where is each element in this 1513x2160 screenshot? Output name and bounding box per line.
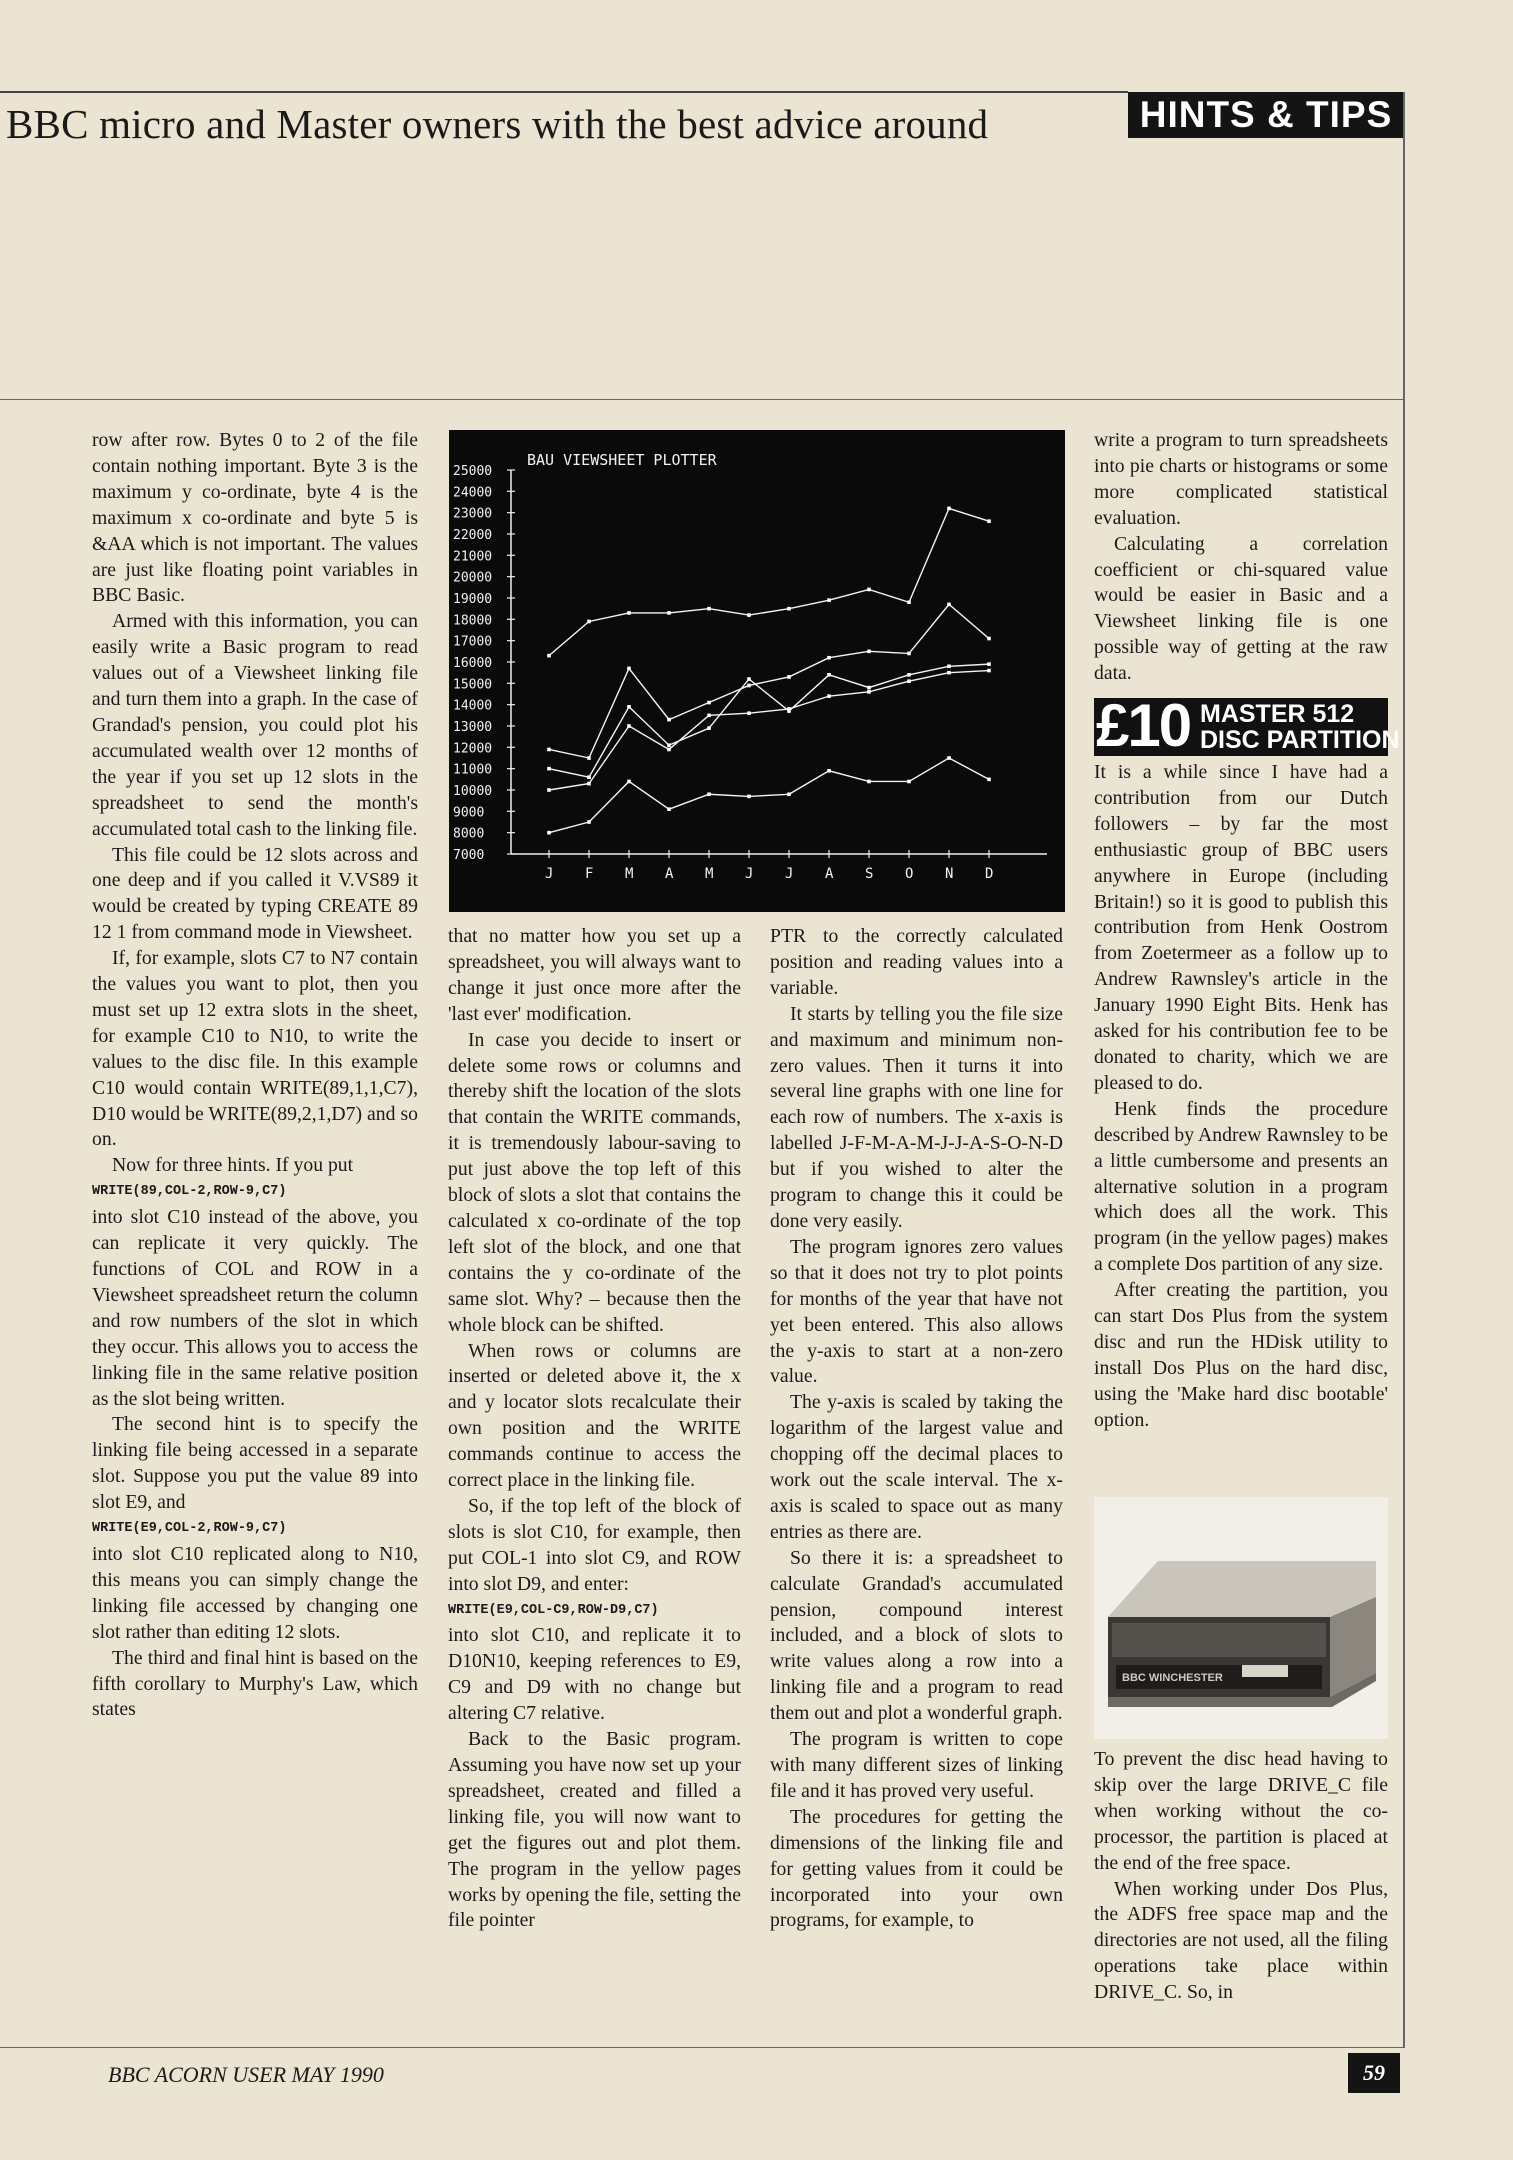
y-tick-label: 18000 bbox=[453, 613, 493, 629]
x-tick-label: J bbox=[745, 866, 754, 882]
data-point bbox=[947, 756, 951, 760]
bottom-rule bbox=[0, 2047, 1405, 2048]
paragraph: The second hint is to specify the linking file being accessed in a separate slot. Suppose you put the value 89 into slot E9, and bbox=[92, 1413, 418, 1514]
data-point bbox=[707, 607, 711, 611]
data-point bbox=[907, 600, 911, 604]
data-point bbox=[867, 686, 871, 690]
paragraph: The third and final hint is based on the fifth corollary to Murphy's Law, which states bbox=[92, 1646, 418, 1721]
chart-title: BAU VIEWSHEET PLOTTER bbox=[527, 451, 717, 469]
data-point bbox=[987, 669, 991, 673]
y-tick-label: 20000 bbox=[453, 570, 493, 586]
y-tick-label: 24000 bbox=[453, 485, 493, 501]
header-title: BBC micro and Master owners with the best advice around bbox=[6, 101, 989, 147]
data-point bbox=[667, 611, 671, 615]
x-tick-label: A bbox=[665, 866, 674, 882]
data-point bbox=[907, 679, 911, 683]
y-tick-label: 17000 bbox=[453, 634, 493, 650]
data-point bbox=[627, 780, 631, 784]
data-point bbox=[747, 795, 751, 799]
paragraph: PTR to the correctly calculated position and reading values into a variable. bbox=[770, 925, 1063, 999]
data-point bbox=[747, 613, 751, 617]
paragraph: So there it is: a spreadsheet to calculate Grandad's accumulated pension, compound interest included, and a block of slots to write values along a row into a linking file and a program to read them out and plot a wonderful graph. bbox=[770, 1546, 1063, 1725]
x-tick-label: M bbox=[625, 866, 634, 882]
x-tick-label: A bbox=[825, 866, 834, 882]
data-point bbox=[987, 778, 991, 782]
paragraph: This file could be 12 slots across and one deep and if you called it V.VS89 it would be created by typing CREATE 89 12 1 from command mode in Viewsheet. bbox=[92, 843, 418, 944]
paragraph: into slot C10, and replicate it to D10N10, keeping references to E9, C9 and D9 with no change but altering C7 relative. bbox=[448, 1624, 741, 1725]
article-column-2 bbox=[448, 924, 741, 1934]
article-column-4-top bbox=[1094, 428, 1388, 687]
x-tick-label: J bbox=[545, 866, 554, 882]
tip-title-line-2: DISC PARTITION bbox=[1200, 726, 1400, 754]
y-tick-label: 7000 bbox=[453, 848, 485, 863]
data-point bbox=[747, 711, 751, 715]
data-point bbox=[947, 507, 951, 511]
data-point bbox=[787, 607, 791, 611]
page-number: 59 bbox=[1348, 2053, 1400, 2093]
article-column-3 bbox=[770, 924, 1063, 1934]
y-tick-label: 9000 bbox=[453, 805, 485, 821]
paragraph: Now for three hints. If you put bbox=[112, 1154, 354, 1177]
series-line bbox=[549, 758, 989, 833]
x-tick-label: M bbox=[705, 866, 714, 882]
data-point bbox=[547, 748, 551, 752]
paragraph: The program is written to cope with many different sizes of linking file and it has proved very useful. bbox=[770, 1728, 1063, 1802]
paragraph: row after row. Bytes 0 to 2 of the file contain nothing important. Byte 3 is the maximum y co-ordinate, byte 4 is the maximum x co-ordinate and byte 5 is &AA which is not important. The values are just like floating point variables in BBC Basic. bbox=[92, 429, 418, 607]
data-point bbox=[907, 652, 911, 656]
paragraph: into slot C10 replicated along to N10, this means you can simply change the linking file accessed by changing one slot rather than editing 12 slots. bbox=[92, 1542, 418, 1643]
y-tick-label: 22000 bbox=[453, 528, 493, 543]
data-point bbox=[827, 656, 831, 660]
data-point bbox=[747, 684, 751, 688]
article-column-4-middle bbox=[1094, 760, 1388, 1434]
data-point bbox=[987, 637, 991, 641]
data-point bbox=[627, 705, 631, 709]
data-point bbox=[787, 792, 791, 796]
y-tick-label: 12000 bbox=[453, 741, 493, 757]
data-point bbox=[747, 677, 751, 681]
y-tick-label: 23000 bbox=[453, 506, 493, 522]
data-point bbox=[987, 662, 991, 666]
data-point bbox=[707, 714, 711, 718]
data-point bbox=[587, 782, 591, 786]
data-point bbox=[627, 667, 631, 671]
code-line: WRITE(E9,COL-2,ROW-9,C7) bbox=[92, 1521, 287, 1537]
paragraph: Calculating a correlation coefficient or chi-squared value would be easier in Basic and a Viewsheet linking file is one possible way of getting at the raw data. bbox=[1094, 532, 1388, 685]
paragraph: In case you decide to insert or delete some rows or columns and thereby shift the location of the slots that contain the WRITE commands, it is tremendously labour-saving to put just above the top left of this block of slots a slot that contains the calculated x co-ordinate of the top left slot of the block, and one that contains the y co-ordinate of the same slot. Why? – because then the whole block can be shifted. bbox=[448, 1028, 741, 1336]
footer-publication: BBC ACORN USER MAY 1990 bbox=[108, 2062, 384, 2087]
data-point bbox=[787, 675, 791, 679]
series-line bbox=[549, 508, 989, 655]
y-tick-label: 19000 bbox=[453, 592, 493, 607]
paragraph: So, if the top left of the block of slots is slot C10, for example, then put COL-1 into slot C9, and ROW into slot D9, and enter: bbox=[448, 1494, 741, 1595]
data-point bbox=[707, 792, 711, 796]
paragraph: The program ignores zero values so that it does not try to plot points for months of the year that have not yet been entered. This also allows the y-axis to start at a non-zero value. bbox=[770, 1235, 1063, 1388]
paragraph: Henk finds the procedure described by Andrew Rawnsley to be a little cumbersome and presents an alternative solution in a program which does all the work. This program (in the yellow pages) makes a complete Dos partition of any size. bbox=[1094, 1097, 1388, 1276]
data-point bbox=[987, 519, 991, 523]
data-point bbox=[587, 820, 591, 824]
data-point bbox=[827, 598, 831, 602]
data-point bbox=[827, 673, 831, 677]
right-rule bbox=[1403, 92, 1405, 2047]
data-point bbox=[547, 788, 551, 792]
paragraph: When rows or columns are inserted or deleted above it, the x and y locator slots recalculate their own position and the WRITE commands continue to access the correct place in the linking file. bbox=[448, 1339, 741, 1492]
paragraph: It is a while since I have had a contribution from our Dutch followers – by far the most enthusiastic group of BBC users anywhere in Europe (including Britain!) so it is good to publish this contribution from Henk Oostrom from Zoetermeer as a follow up to Andrew Rawnsley's article in the January 1990 Eight Bits. Henk has asked for his contribution fee to be donated to charity, which we are pleased to do. bbox=[1094, 761, 1388, 1094]
data-point bbox=[667, 807, 671, 811]
x-tick-label: S bbox=[865, 866, 874, 882]
data-point bbox=[587, 775, 591, 779]
data-point bbox=[667, 748, 671, 752]
code-line: WRITE(89,COL-2,ROW-9,C7) bbox=[92, 1184, 287, 1200]
x-tick-label: O bbox=[905, 866, 914, 882]
y-tick-label: 21000 bbox=[453, 549, 493, 565]
y-tick-label: 25000 bbox=[453, 464, 493, 479]
data-point bbox=[547, 767, 551, 771]
tip-title-line-1: MASTER 512 bbox=[1200, 700, 1355, 728]
tip-fee: £10 bbox=[1096, 692, 1191, 759]
paragraph: When working under Dos Plus, the ADFS free space map and the directories are not used, all the filing operations take place within DRIVE_C. So, in bbox=[1094, 1877, 1388, 2004]
paragraph: After creating the partition, you can start Dos Plus from the system disc and run the HDisk utility to install Dos Plus on the hard disc, using the 'Make hard disc bootable' option. bbox=[1094, 1279, 1388, 1431]
data-point bbox=[907, 673, 911, 677]
paragraph: It starts by telling you the file size and maximum and minimum non-zero values. Then it turns it into several line graphs with one line for each row of numbers. The x-axis is labelled J-F-M-A-M-J-J-A-S-O-N-D but if you wished to alter the program to change this it could be done very easily. bbox=[770, 1002, 1063, 1232]
paragraph: If, for example, slots C7 to N7 contain the values you want to plot, then you must set up 12 extra slots in the sheet, for example C10 to N10, to write the values to the disc file. In this example C10 would contain WRITE(89,1,1,C7), D10 would be WRITE(89,2,1,D7) and so on. bbox=[92, 947, 418, 1151]
data-point bbox=[867, 780, 871, 784]
hard-disc-photo bbox=[1094, 1497, 1388, 1739]
x-tick-label: F bbox=[585, 866, 594, 882]
series-line bbox=[549, 604, 989, 758]
tip-header-box bbox=[1094, 692, 1400, 759]
data-point bbox=[867, 690, 871, 694]
data-point bbox=[947, 664, 951, 668]
data-point bbox=[707, 726, 711, 730]
article-column-1 bbox=[92, 428, 418, 1723]
code-line: WRITE(E9,COL-C9,ROW-D9,C7) bbox=[448, 1602, 659, 1618]
data-point bbox=[667, 743, 671, 747]
paragraph: Back to the Basic program. Assuming you have now set up your spreadsheet, created and filled a linking file, you will now want to get the figures out and plot them. The program in the yellow pages works by opening the file, setting the file pointer bbox=[448, 1728, 741, 1932]
paragraph: into slot C10 instead of the above, you can replicate it very quickly. The functions of COL and ROW in a Viewsheet spreadsheet return the column and row numbers of the slot in which they occur. This allows you to access the linking file in the same relative position as the slot being written. bbox=[92, 1206, 418, 1410]
data-point bbox=[547, 654, 551, 658]
data-point bbox=[947, 603, 951, 607]
y-tick-label: 13000 bbox=[453, 720, 493, 735]
y-tick-label: 14000 bbox=[453, 698, 493, 714]
photo-label: BBC WINCHESTER bbox=[1122, 1672, 1223, 1684]
x-tick-label: N bbox=[945, 866, 954, 882]
y-tick-label: 8000 bbox=[453, 826, 485, 842]
data-point bbox=[627, 611, 631, 615]
x-tick-label: J bbox=[785, 866, 794, 882]
data-point bbox=[947, 671, 951, 675]
data-point bbox=[827, 694, 831, 698]
paragraph: that no matter how you set up a spreadsheet, you will always want to change it just once more after the 'last ever' modification. bbox=[448, 925, 741, 1025]
data-point bbox=[787, 707, 791, 711]
data-point bbox=[547, 831, 551, 835]
data-point bbox=[667, 718, 671, 722]
data-point bbox=[587, 620, 591, 624]
data-point bbox=[587, 756, 591, 760]
y-tick-label: 11000 bbox=[453, 762, 493, 778]
paragraph: The procedures for getting the dimensions of the linking file and for getting values from it could be incorporated into your own programs, for example, to bbox=[770, 1805, 1063, 1932]
paragraph: Armed with this information, you can easily write a Basic program to read values out of a Viewsheet linking file and turn them into a graph. In the case of Grandad's pension, you could plot his accumulated wealth over 12 months of the year if you set up 12 slots in the spreadsheet to send the month's accumulated total cash to the linking file. bbox=[92, 610, 418, 840]
viewsheet-plot-chart bbox=[449, 430, 1065, 912]
article-column-4-bottom bbox=[1094, 1747, 1388, 2006]
paragraph: write a program to turn spreadsheets into pie charts or histograms or some more complicated statistical evaluation. bbox=[1094, 429, 1388, 529]
data-point bbox=[707, 701, 711, 705]
paragraph: To prevent the disc head having to skip over the large DRIVE_C file when working without the co-processor, the partition is placed at the end of the free space. bbox=[1094, 1748, 1388, 1874]
section-rule bbox=[0, 399, 1403, 400]
y-tick-label: 16000 bbox=[453, 656, 493, 671]
data-point bbox=[907, 780, 911, 784]
section-badge: HINTS & TIPS bbox=[1128, 92, 1404, 138]
data-point bbox=[867, 588, 871, 592]
data-point bbox=[627, 724, 631, 728]
data-point bbox=[867, 650, 871, 654]
y-tick-label: 10000 bbox=[453, 784, 493, 799]
x-tick-label: D bbox=[985, 866, 994, 882]
data-point bbox=[827, 769, 831, 773]
y-tick-label: 15000 bbox=[453, 677, 493, 693]
paragraph: The y-axis is scaled by taking the logarithm of the largest value and chopping off the decimal places to work out the scale interval. The x-axis is scaled to space out as many entries as there are. bbox=[770, 1391, 1063, 1543]
chart-canvas bbox=[449, 430, 1065, 912]
top-rule bbox=[0, 91, 1128, 93]
